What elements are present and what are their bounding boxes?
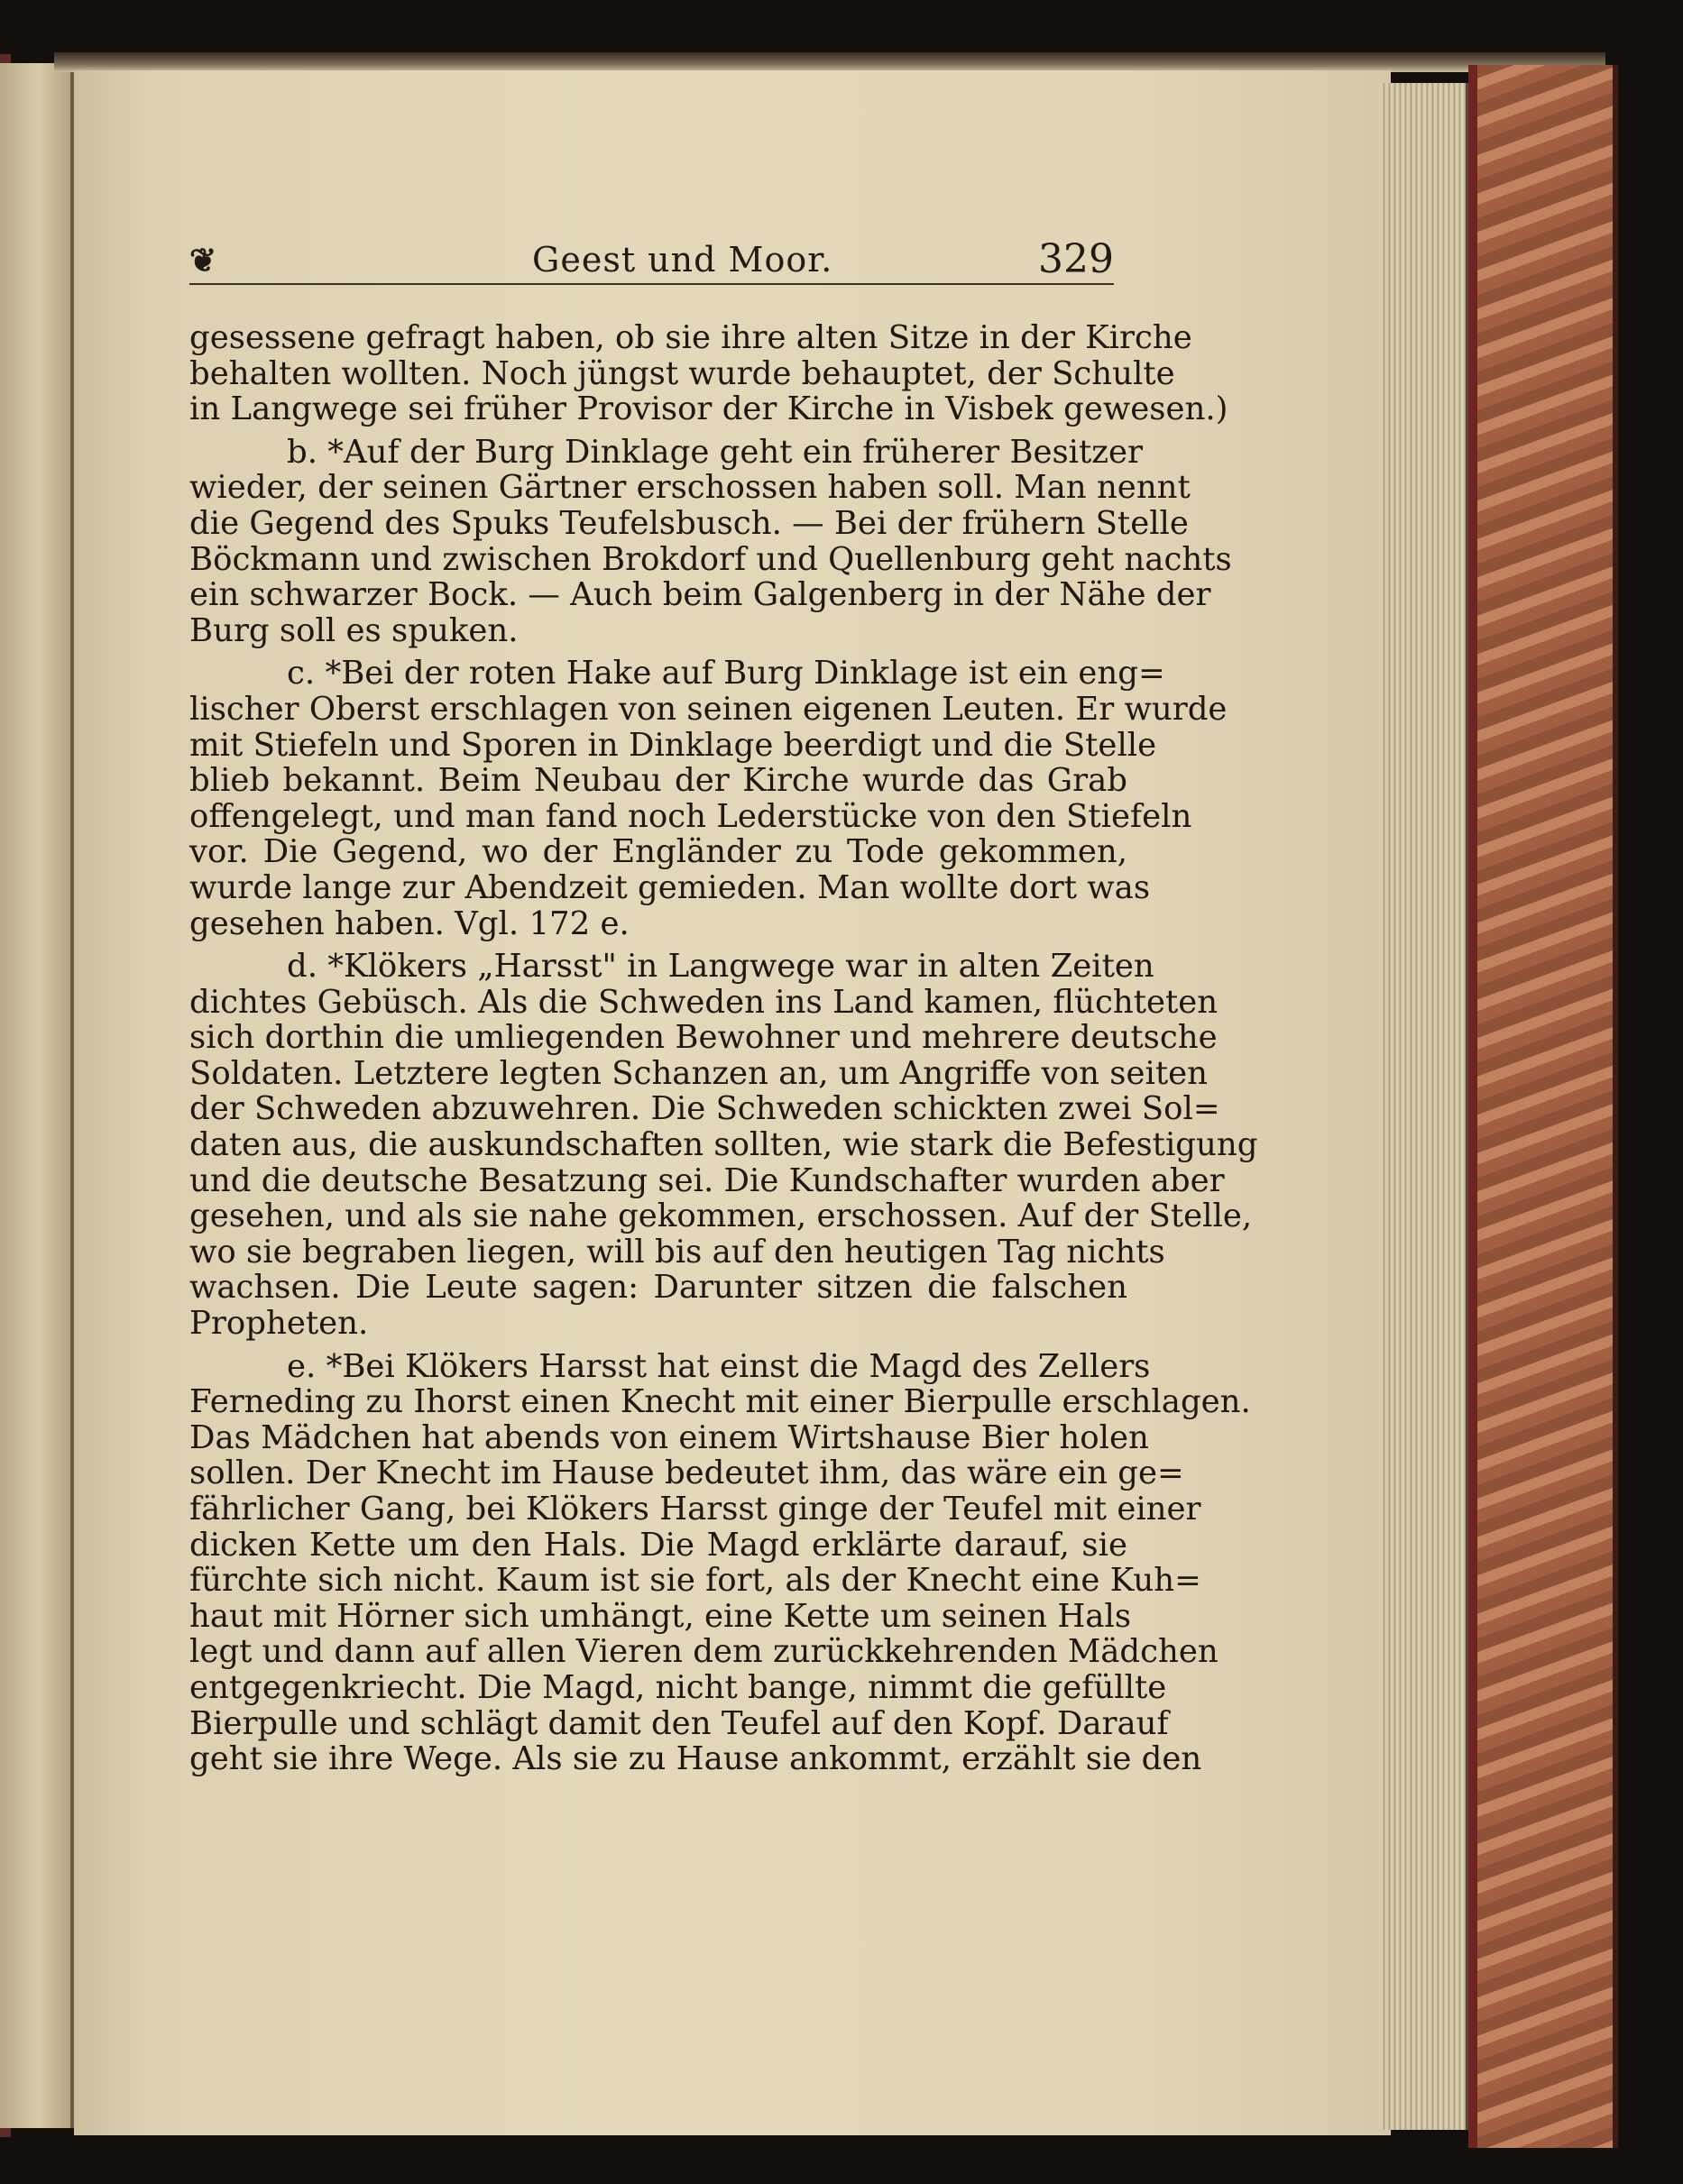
text-line: wurde lange zur Abendzeit gemieden. Man wollte dort was <box>189 868 1151 906</box>
text-line: c. *Bei der roten Hake auf Burg Dinklage ist ein eng= <box>287 655 1165 693</box>
text-line: Das Mädchen hat abends von einem Wirtshause Bier holen <box>189 1418 1149 1456</box>
paragraph <box>189 319 1228 428</box>
text-line: geht sie ihre Wege. Als sie zu Hause ankommt, erzählt sie den <box>189 1740 1202 1778</box>
text-line: fürchte sich nicht. Kaum ist sie fort, als der Knecht eine Kuh= <box>189 1562 1201 1600</box>
page-header <box>189 234 1114 285</box>
text-line: Soldaten. Letztere legten Schanzen an, um Angriffe von seiten <box>189 1054 1208 1092</box>
text-line: dichtes Gebüsch. Als die Schweden ins Land kamen, flüchteten <box>189 983 1219 1021</box>
text-line: sollen. Der Knecht im Hause bedeutet ihm, das wäre ein ge= <box>189 1454 1184 1492</box>
text-line: offengelegt, und man fand noch Lederstücke von den Stiefeln <box>189 797 1192 835</box>
paragraph <box>189 948 1258 1343</box>
text-line: legt und dann auf allen Vieren dem zurückkehrenden Mädchen <box>189 1633 1219 1671</box>
text-line: und die deutsche Besatzung sei. Die Kundschafter wurden aber <box>189 1161 1225 1199</box>
page-number: 329 <box>1038 236 1114 282</box>
marbled-cover <box>1468 65 1618 2148</box>
text-line: gesehen, und als sie nahe gekommen, erschossen. Auf der Stelle, <box>189 1198 1253 1235</box>
paragraph <box>189 655 1228 942</box>
text-line: entgegenkriecht. Die Magd, nicht bange, nimmt die gefüllte <box>189 1668 1167 1706</box>
text-line: daten aus, die auskundschaften sollten, wie stark die Befestigung <box>189 1126 1258 1164</box>
text-line: dicken Kette um den Hals. Die Magd erklärte darauf, sie <box>189 1526 1127 1564</box>
text-line: der Schweden abzuwehren. Die Schweden schickten zwei Sol= <box>189 1090 1220 1128</box>
text-line: vor. Die Gegend, wo der Engländer zu Tode gekommen, <box>189 833 1127 871</box>
text-line: wo sie begraben liegen, will bis auf den heutigen Tag nichts <box>189 1233 1165 1271</box>
text-line: ein schwarzer Bock. — Auch beim Galgenberg in der Nähe der <box>189 576 1211 614</box>
section-mark-icon: ❦ <box>189 242 217 280</box>
text-line: in Langwege sei früher Provisor der Kirche in Visbek gewesen.) <box>189 390 1228 428</box>
text-line: b. *Auf der Burg Dinklage geht ein früherer Besitzer <box>287 433 1143 471</box>
running-title: Geest und Moor. <box>532 240 833 280</box>
text-line: behalten wollten. Noch jüngst wurde behauptet, der Schulte <box>189 354 1175 392</box>
text-line: Ferneding zu Ihorst einen Knecht mit einer Bierpulle erschlagen. <box>189 1383 1251 1421</box>
text-line: gesehen haben. Vgl. 172 e. <box>189 904 630 942</box>
text-line: blieb bekannt. Beim Neubau der Kirche wurde das Grab <box>189 762 1127 800</box>
text-line: e. *Bei Klökers Harsst hat einst die Magd des Zellers <box>287 1347 1151 1385</box>
text-line: Propheten. <box>189 1305 369 1343</box>
text-line: lischer Oberst erschlagen von seinen eigenen Leuten. Er wurde <box>189 690 1228 728</box>
text-line: wachsen. Die Leute sagen: Darunter sitzen die falschen <box>189 1269 1127 1307</box>
paragraph <box>189 1347 1251 1778</box>
body-text <box>189 319 1258 1785</box>
text-line: wieder, der seinen Gärtner erschossen haben soll. Man nennt <box>189 469 1191 507</box>
paragraph <box>189 433 1232 649</box>
text-line: Burg soll es spuken. <box>189 611 519 649</box>
text-line: haut mit Hörner sich umhängt, eine Kette um seinen Hals <box>189 1597 1132 1635</box>
text-line: mit Stiefeln und Sporen in Dinklage beerdigt und die Stelle <box>189 726 1157 764</box>
text-line: die Gegend des Spuks Teufelsbusch. — Bei der frühern Stelle <box>189 504 1189 542</box>
text-line: d. *Klökers „Harsst" in Langwege war in alten Zeiten <box>287 948 1154 986</box>
top-book-edge <box>54 52 1605 72</box>
left-page-edge <box>0 63 74 2128</box>
text-line: sich dorthin die umliegenden Bewohner und mehrere deutsche <box>189 1019 1218 1057</box>
text-line: gesessene gefragt haben, ob sie ihre alten Sitze in der Kirche <box>189 319 1192 356</box>
text-line: Böckmann und zwischen Brokdorf und Quellenburg geht nachts <box>189 540 1232 578</box>
text-line: Bierpulle und schlägt damit den Teufel auf den Kopf. Darauf <box>189 1704 1169 1742</box>
text-line: fährlicher Gang, bei Klökers Harsst ginge der Teufel mit einer <box>189 1491 1201 1528</box>
page-fore-edge <box>1380 83 1468 2130</box>
